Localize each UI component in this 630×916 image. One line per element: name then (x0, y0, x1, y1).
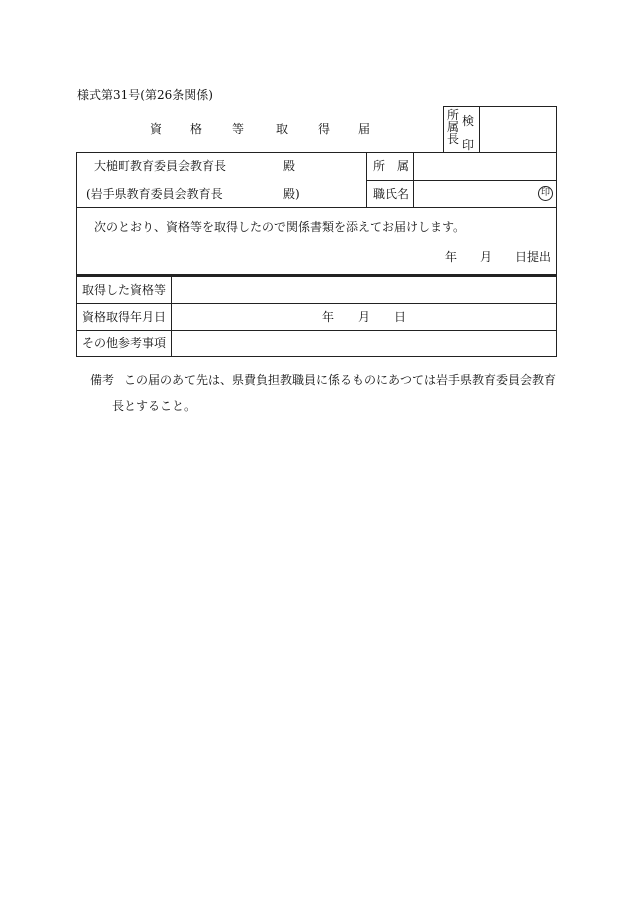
divider (76, 303, 557, 304)
label-char: 長 (447, 132, 460, 146)
note-label: 備考 (90, 373, 115, 387)
divider (76, 274, 557, 275)
addressee-line2: (岩手県教育委員会教育長 (86, 187, 223, 201)
label-char: 印 (462, 138, 475, 152)
divider (171, 276, 172, 357)
divider (366, 152, 367, 207)
qualification-label: 取得した資格等 (82, 283, 167, 297)
note-text: この届のあて先は、県費負担教職員に係るものにあつては岩手県教育委員会教育 (124, 373, 557, 387)
title-char: 取 (276, 122, 289, 136)
affiliation-label: 所 属 (373, 159, 410, 173)
note-text-continued: 長とすること。 (112, 399, 197, 413)
principal-seal-box (443, 106, 557, 153)
divider (413, 152, 414, 207)
title-char: 届 (358, 122, 371, 136)
title-char: 等 (232, 122, 245, 136)
principal-label (447, 109, 459, 145)
seal-mark: 印 (538, 186, 553, 201)
statement-text: 次のとおり、資格等を取得したので関係書類を添えてお届けします。 (94, 220, 466, 234)
addressee-honorific: 殿 (283, 159, 296, 173)
title-char: 資 (150, 122, 163, 136)
submission-month: 月 (480, 250, 493, 264)
label-char: 検 (462, 114, 475, 128)
acquisition-date-field[interactable]: 年 月 日 (322, 310, 407, 324)
inspection-seal-label (462, 109, 474, 157)
divider (479, 106, 480, 153)
acquisition-date-label: 資格取得年月日 (82, 310, 167, 324)
divider (76, 207, 557, 208)
label-char: 属 (447, 120, 460, 134)
addressee-honorific: 殿) (283, 187, 300, 201)
label-char: 所 (447, 108, 460, 122)
divider (366, 180, 557, 181)
title-char: 得 (318, 122, 331, 136)
form-number: 様式第31号(第26条関係) (77, 88, 213, 102)
divider (76, 330, 557, 331)
remarks-label: その他参考事項 (82, 336, 167, 350)
title-char: 格 (190, 122, 203, 136)
submission-day: 日提出 (515, 250, 552, 264)
submission-year: 年 (445, 250, 458, 264)
name-label: 職氏名 (373, 187, 410, 201)
addressee-line1: 大槌町教育委員会教育長 (94, 159, 227, 173)
